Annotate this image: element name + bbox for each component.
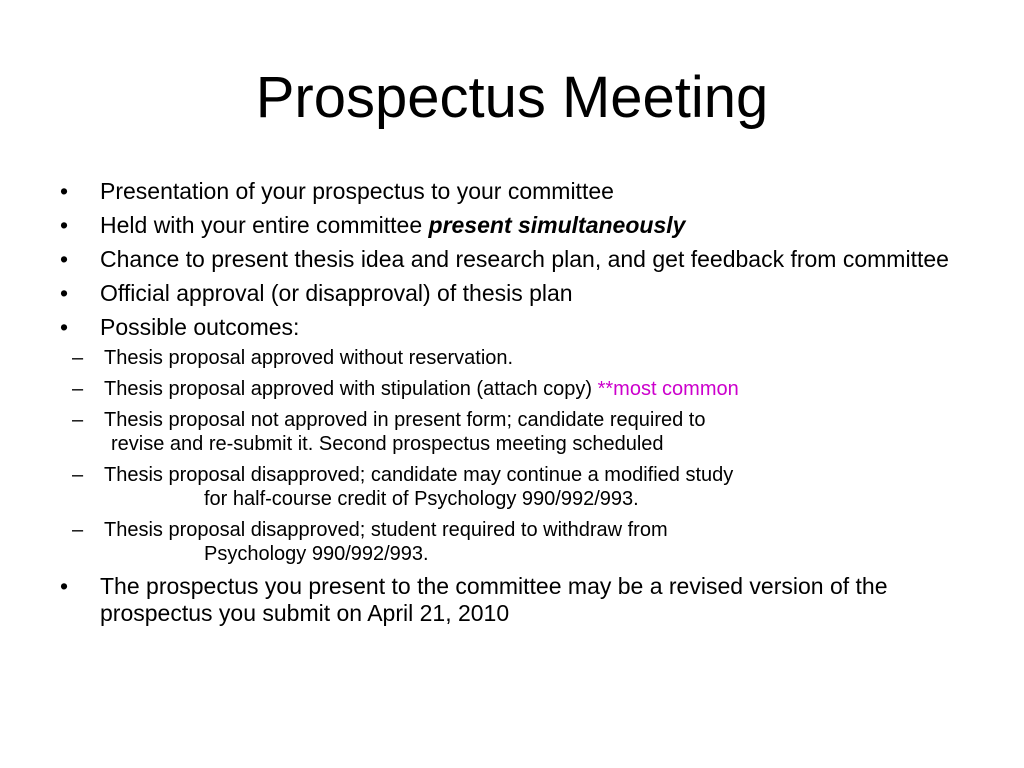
bullet-item — [58, 280, 988, 307]
bullet-glyph: • — [60, 246, 69, 272]
bullet-list — [58, 178, 988, 634]
bullet-glyph: • — [60, 212, 69, 238]
bullet-text: Official approval (or disapproval) of thesis plan — [100, 280, 573, 306]
bullet-item — [58, 178, 988, 205]
bullet-glyph: • — [60, 280, 69, 306]
outcome-text-line: Psychology 990/992/993. — [204, 543, 429, 565]
bullet-text: Possible outcomes: — [100, 314, 300, 340]
outcome-item — [58, 346, 988, 370]
outcome-highlight: **most common — [597, 378, 739, 400]
outcome-text: Thesis proposal approved with stipulation (attach copy) — [104, 378, 598, 400]
outcome-text-line: revise and re-submit it. Second prospectus meeting scheduled — [111, 433, 664, 455]
outcome-text-line: Thesis proposal disapproved; candidate may continue a modified study — [104, 464, 734, 486]
bullet-item — [58, 212, 988, 239]
slide-title: Prospectus Meeting — [255, 65, 769, 130]
outcome-text-line: for half-course credit of Psychology 990/992/993. — [204, 488, 639, 510]
outcome-item — [58, 408, 988, 456]
bullet-glyph: • — [60, 314, 69, 340]
dash-glyph: – — [72, 519, 84, 541]
dash-glyph: – — [72, 409, 84, 431]
dash-glyph: – — [72, 378, 84, 400]
bullet-item — [58, 573, 988, 627]
bullet-item — [58, 314, 988, 566]
bullet-emphasis: present simultaneously — [428, 212, 686, 238]
bullet-text: The prospectus you present to the committee may be a revised version of the prospectus you submit on April 21, 2010 — [100, 573, 888, 626]
bullet-text: Chance to present thesis idea and research plan, and get feedback from committee — [100, 246, 949, 272]
outcome-item — [58, 518, 988, 566]
bullet-text: Held with your entire committee — [100, 212, 429, 238]
outcome-text-line: Thesis proposal not approved in present form; candidate required to — [104, 409, 706, 431]
outcome-text-line: Thesis proposal disapproved; student required to withdraw from — [104, 519, 668, 541]
outcome-text: Thesis proposal approved without reservation. — [104, 347, 514, 369]
bullet-text: Presentation of your prospectus to your committee — [100, 178, 614, 204]
outcome-list — [72, 346, 988, 566]
bullet-item — [58, 246, 988, 273]
dash-glyph: – — [72, 347, 84, 369]
bullet-glyph: • — [60, 178, 69, 204]
outcome-item — [58, 377, 988, 401]
outcome-item — [58, 463, 988, 511]
bullet-glyph: • — [60, 573, 69, 599]
dash-glyph: – — [72, 464, 84, 486]
